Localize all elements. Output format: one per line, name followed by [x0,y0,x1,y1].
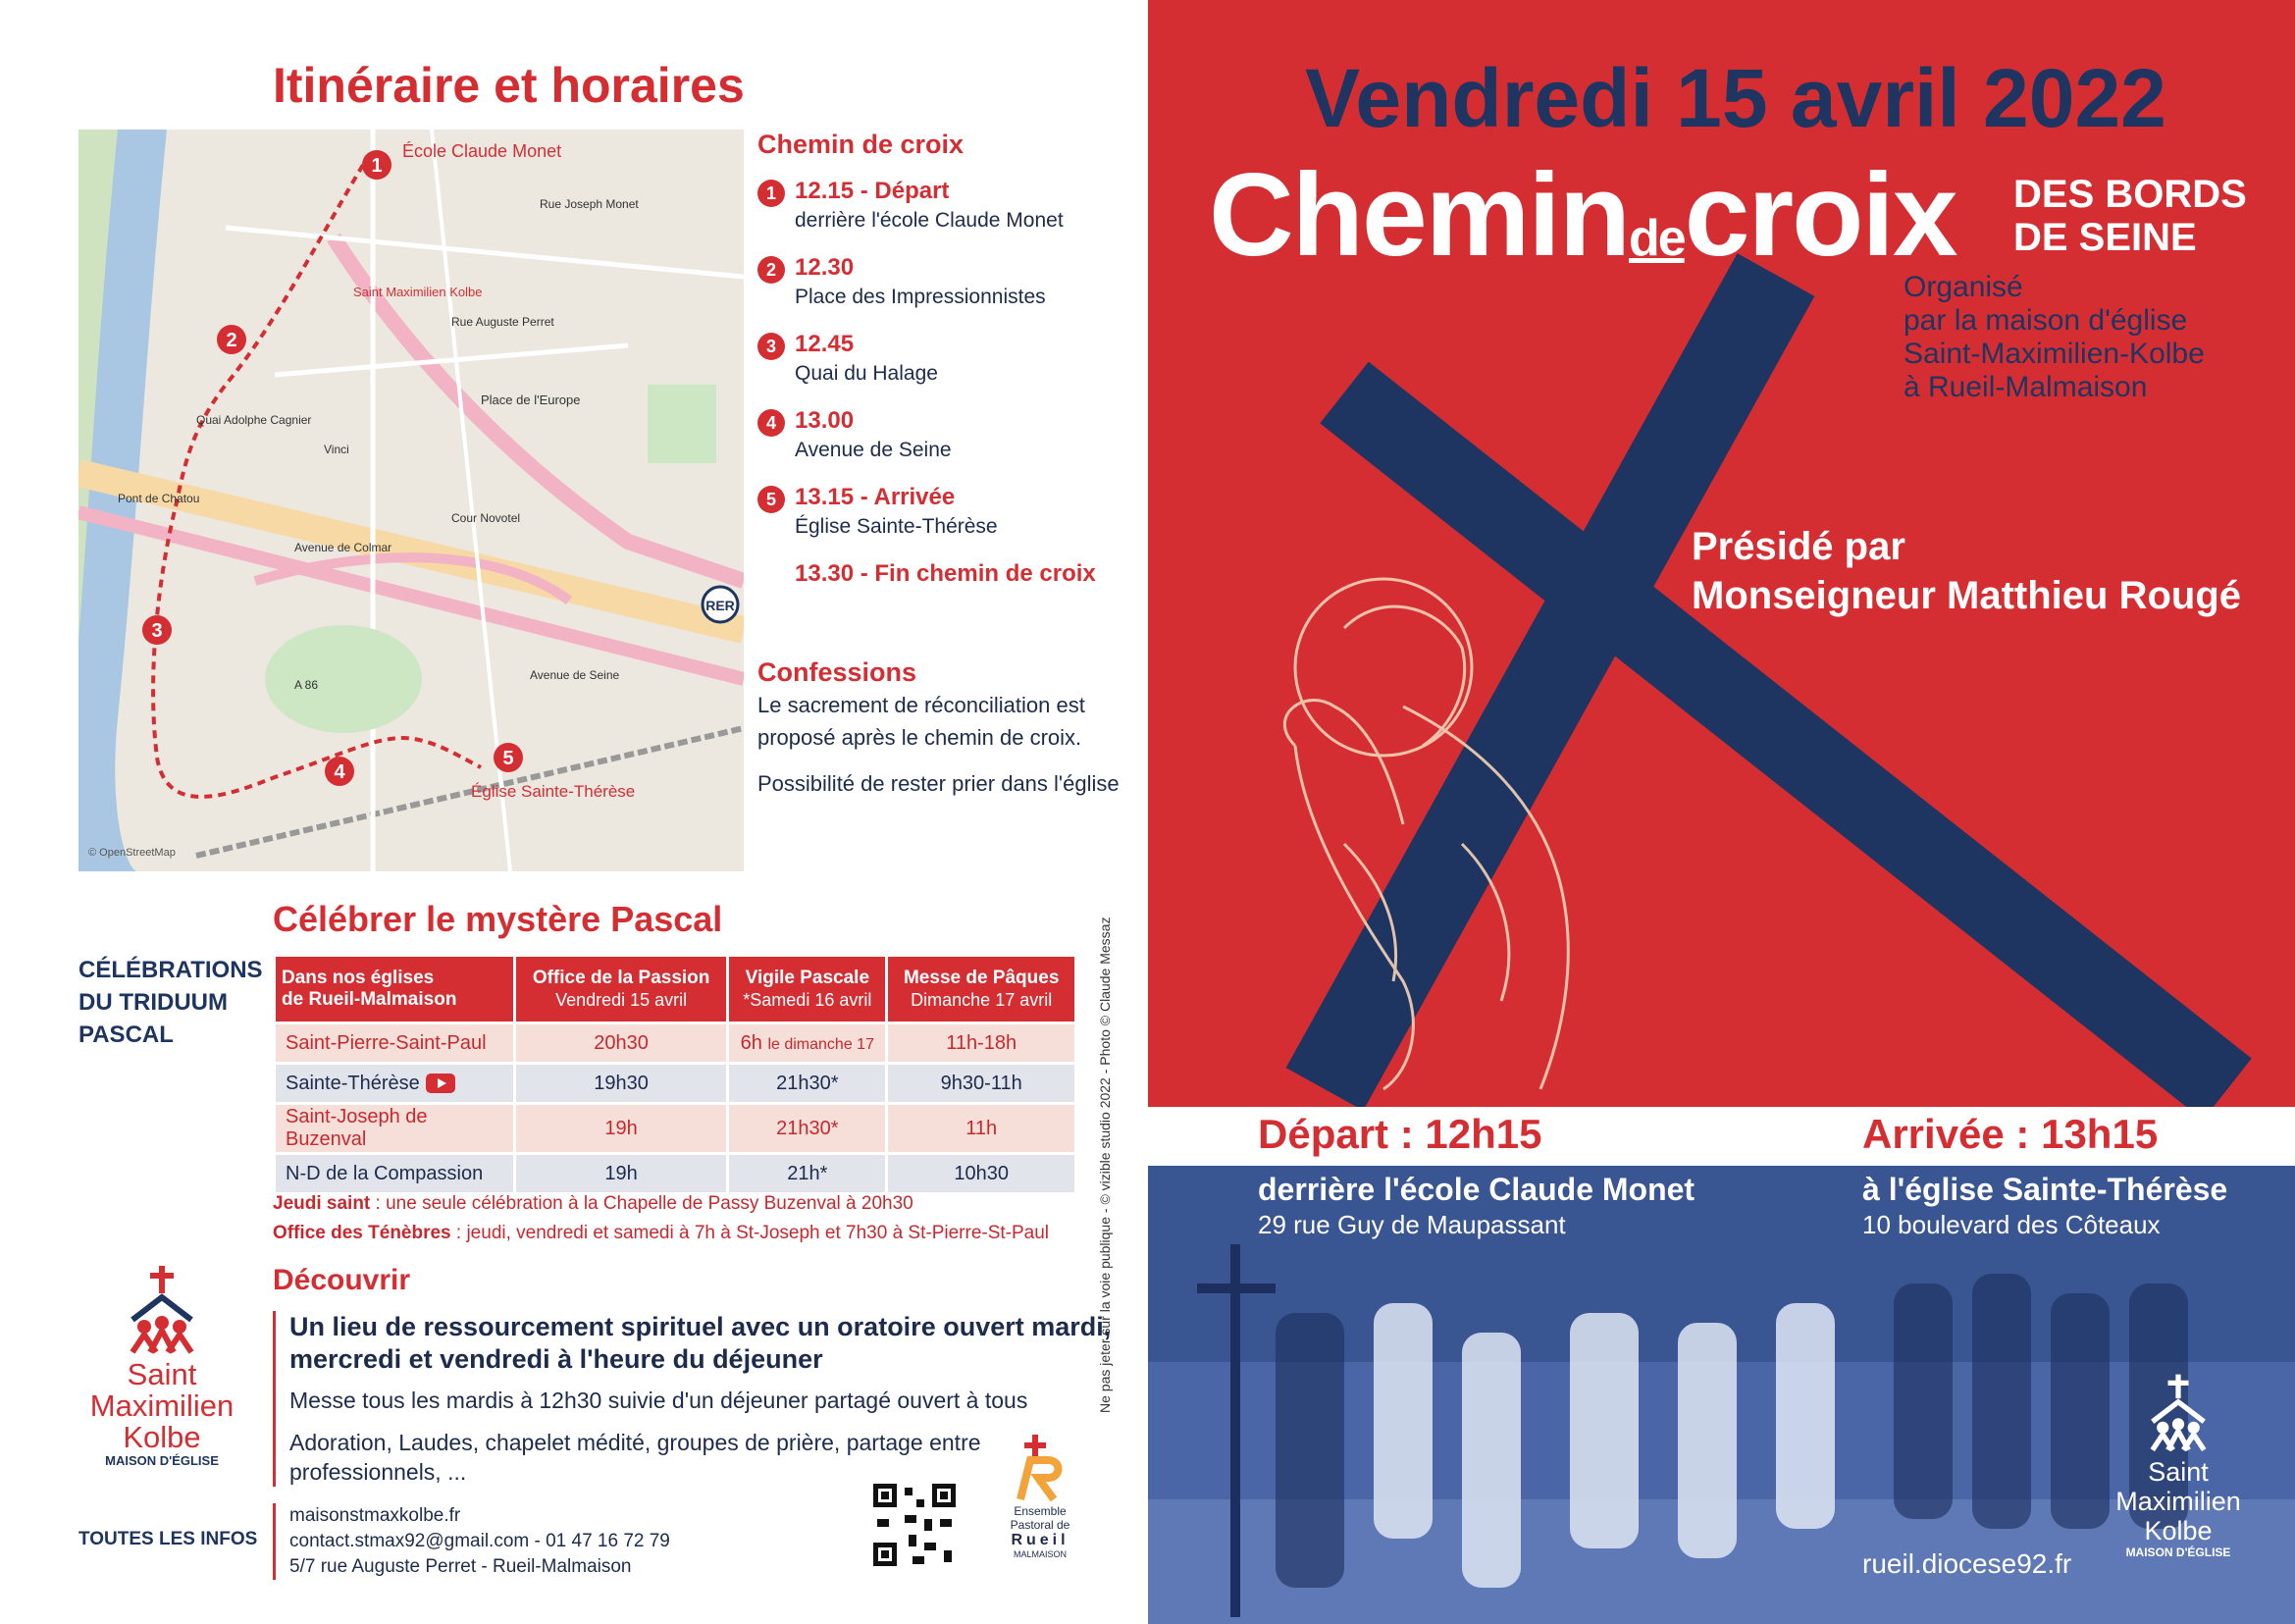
infos-label: TOUTES LES INFOS [78,1529,258,1549]
step-number: 3 [757,333,785,360]
confessions-title: Confessions [757,657,917,687]
route-map [78,130,744,871]
map-label: École Claude Monet [402,141,562,161]
kolbe-logo: Saint Maximilien Kolbe MAISON D'ÉGLISE [78,1266,245,1468]
legal-vertical-text: Ne pas jeter sur la voie publique - © vizible studio 2022 - Photo © Claude Messaz [1097,917,1113,1413]
map-label: Vinci [324,443,349,456]
step-time: 12.15 - Départ [795,178,950,204]
youtube-icon[interactable] [426,1074,455,1093]
celebrations-table [273,954,1077,1195]
svg-text:5: 5 [502,748,514,769]
table-header: Vigile Pascale *Samedi 16 avril [729,957,885,1022]
table-header: Dans nos églises de Rueil-Malmaison [276,957,513,1022]
table-header: Messe de Pâques Dimanche 17 avril [888,957,1074,1022]
depart-time: Départ : 12h15 [1258,1111,1542,1157]
triduum-label: CÉLÉBRATIONS DU TRIDUUM PASCAL [78,957,263,1048]
contact-block [273,1503,670,1580]
diocese-url[interactable]: rueil.diocese92.fr [1862,1548,2072,1579]
step-end-time: 13.30 - Fin chemin de croix [795,560,1096,587]
depart-info: derrière l'école Claude Monet 29 rue Guy de Maupassant [1258,1172,1695,1239]
step-place: Avenue de Seine [795,439,952,461]
presided-by: Présidé par Monseigneur Matthieu Rougé [1692,525,2241,617]
event-date: Vendredi 15 avril 2022 [1305,52,2166,144]
address: 5/7 rue Auguste Perret - Rueil-Malmaison [289,1556,632,1577]
right-panel [1148,0,2295,1624]
qr-code[interactable] [869,1480,960,1570]
step-2 [757,254,1140,309]
map-label: Avenue de Colmar [294,541,392,554]
table-row: Saint-Pierre-Saint-Paul 20h30 6h le dimanche 17 11h-18h [276,1024,1074,1062]
map-label: Avenue de Seine [530,668,620,682]
map-label: Rue Joseph Monet [540,197,639,211]
step-time: 13.15 - Arrivée [795,484,956,510]
ensemble-pastoral-logo: Ensemble Pastoral de Rueil MALMAISON [991,1433,1089,1559]
email-phone[interactable]: contact.stmax92@gmail.com - 01 47 16 72 79 [289,1531,670,1551]
map-label: Saint Maximilien Kolbe [353,285,483,299]
step-5 [757,484,1140,539]
step-3 [757,331,1140,386]
confessions-text: Le sacrement de réconciliation est proposé après le chemin de croix. [757,693,1085,750]
pascal-heading: Célébrer le mystère Pascal [273,899,723,939]
map-marker-1 [362,150,391,180]
step-place: derrière l'école Claude Monet [795,209,1064,232]
map-marker-3 [142,615,172,645]
step-number: 4 [757,409,785,437]
chemin-steps [757,130,1140,609]
step-number: 1 [757,180,785,207]
step-number: 5 [757,486,785,513]
table-row: N-D de la Compassion 19h 21h* 10h30 [276,1155,1074,1192]
map-label: © OpenStreetMap [88,847,176,859]
table-header: Office de la Passion Vendredi 15 avril [516,957,726,1022]
step-place: Église Sainte-Thérèse [795,515,998,538]
map-label: Rue Auguste Perret [451,315,554,329]
chemin-title: Chemin de croix [757,130,965,159]
step-number: 2 [757,256,785,284]
map-label: Cour Novotel [451,511,521,525]
qr-code-icon [869,1480,960,1570]
step-4 [757,407,1140,462]
step-1 [757,178,1140,233]
confessions [757,655,1130,800]
map-svg [78,130,744,871]
event-title: Chemindecroix [1209,149,1956,281]
map-label: Quai Adolphe Cagnier [196,413,312,427]
map-label: A 86 [294,678,319,692]
event-subtitle: DES BORDS DE SEINE [2013,173,2247,259]
svg-text:1: 1 [371,155,383,177]
step-time: 12.30 [795,254,855,281]
map-label: RER [705,598,735,613]
map-label: Pont de Chatou [118,492,200,505]
kolbe-logo-white: Saint Maximilien Kolbe MAISON D'ÉGLISE [2100,1374,2257,1559]
map-marker-4 [325,757,354,786]
decouvrir-heading: Découvrir [273,1264,411,1296]
arrivee-time: Arrivée : 13h15 [1862,1111,2159,1157]
ensemble-logo-icon [1011,1433,1069,1501]
table-row: Sainte-Thérèse 19h30 21h30* 9h30-11h [276,1065,1074,1102]
step-place: Place des Impressionnistes [795,286,1046,308]
pascal-notes: Jeudi saint : une seule célébration à la Chapelle de Passy Buzenval à 20h30 Office des Ténèbres : jeudi, vendredi et samedi à 7h à St-Joseph et 7h30 à St-Pierre-St-Paul [273,1193,1050,1243]
map-marker-5 [494,743,523,772]
arrivee-info: à l'église Sainte-Thérèse 10 boulevard des Côteaux [1862,1172,2228,1239]
left-panel [0,0,1146,1624]
confessions-text-2: Possibilité de rester prier dans l'église [757,771,1120,796]
itinerary-heading: Itinéraire et horaires [273,58,745,113]
map-label: Église Sainte-Thérèse [471,782,636,801]
map-marker-2 [217,325,246,354]
map-label: Place de l'Europe [481,393,581,407]
website-link[interactable]: maisonstmaxkolbe.fr [289,1505,461,1526]
organizer: Organisé par la maison d'église Saint-Maximilien-Kolbe à Rueil-Malmaison [1904,271,2205,403]
kolbe-logo-white-icon [2144,1374,2213,1452]
step-time: 13.00 [795,407,855,434]
decouvrir-text: Un lieu de ressourcement spirituel avec un oratoire ouvert mardi, mercredi et vendredi à l'heure du déjeuner Messe tous les mardis à 12h30 suivie d'un déjeuner partagé ouvert à tous Adoration, Laudes, chapelet médité, groupes de prière, partage entre professionnels, ... [273,1311,1123,1487]
svg-text:2: 2 [226,330,237,351]
step-time: 12.45 [795,331,855,357]
table-row: Saint-Joseph de Buzenval 19h 21h30* 11h [276,1105,1074,1152]
step-place: Quai du Halage [795,362,938,385]
svg-text:3: 3 [151,620,163,642]
svg-text:4: 4 [334,761,345,783]
step-end [757,560,1140,588]
kolbe-logo-icon [123,1266,201,1354]
